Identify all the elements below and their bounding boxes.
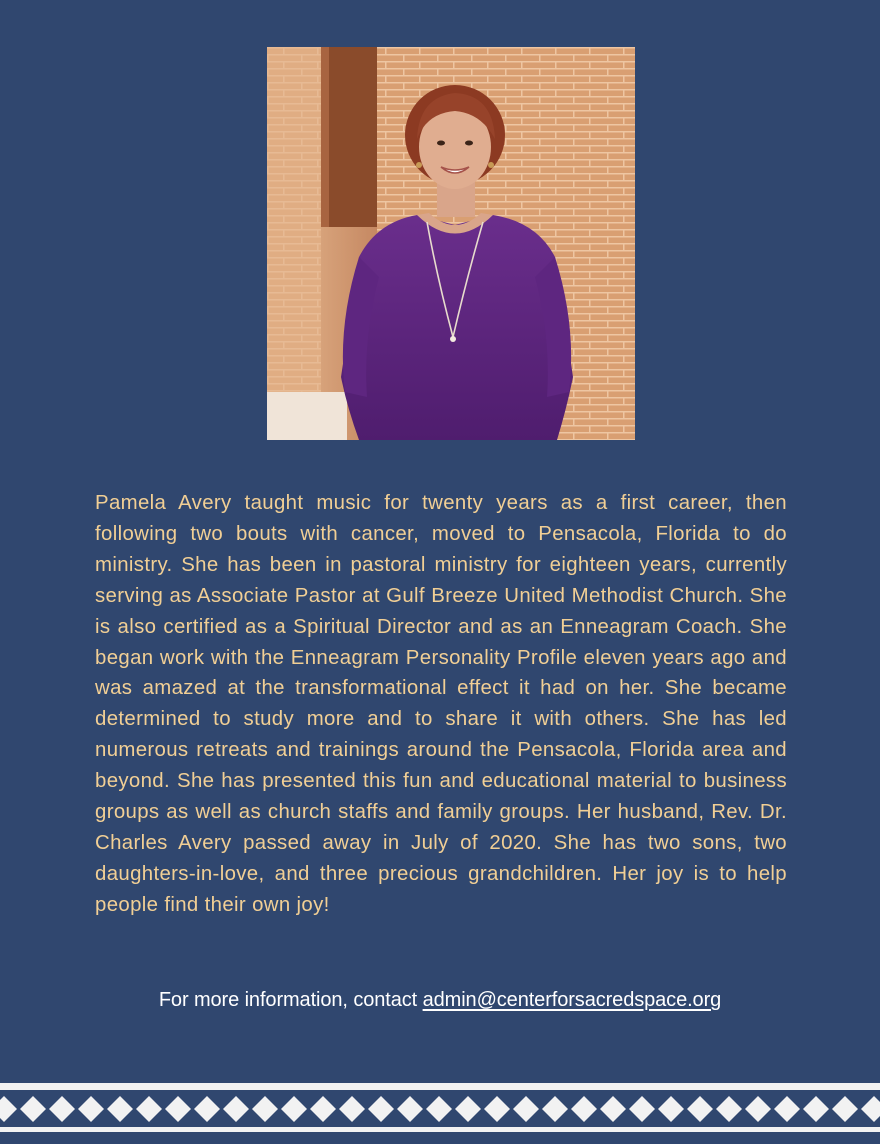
contact-email-link[interactable]: admin@centerforsacredspace.org bbox=[422, 989, 722, 1011]
diamond-pattern-border bbox=[0, 1083, 880, 1144]
portrait-photo bbox=[267, 47, 635, 440]
contact-line bbox=[0, 985, 880, 1015]
bio-paragraph: Pamela Avery taught music for twenty years as a first career, then following two bouts with cancer, moved to Pensacola, Florida to do ministry. She has been in pastoral ministry for eighteen years, currently serving as Associate Pastor at Gulf Breeze United Methodist Church. She is also certified as a Spiritual Director and as an Enneagram Coach. She began work with the Enneagram Personality Profile eleven years ago and was amazed at the transformational effect it had on her. She became determined to study more and to share it with others. She has led numerous retreats and trainings around the Pensacola, Florida area and beyond. She has presented this fun and educational material to business groups as well as church staffs and family groups. Her husband, Rev. Dr. Charles Avery passed away in July of 2020. She has two sons, two daughters-in-love, and three precious grandchildren. Her joy is to help people find their own joy! bbox=[95, 492, 787, 916]
contact-prefix: For more information, contact bbox=[158, 989, 423, 1011]
